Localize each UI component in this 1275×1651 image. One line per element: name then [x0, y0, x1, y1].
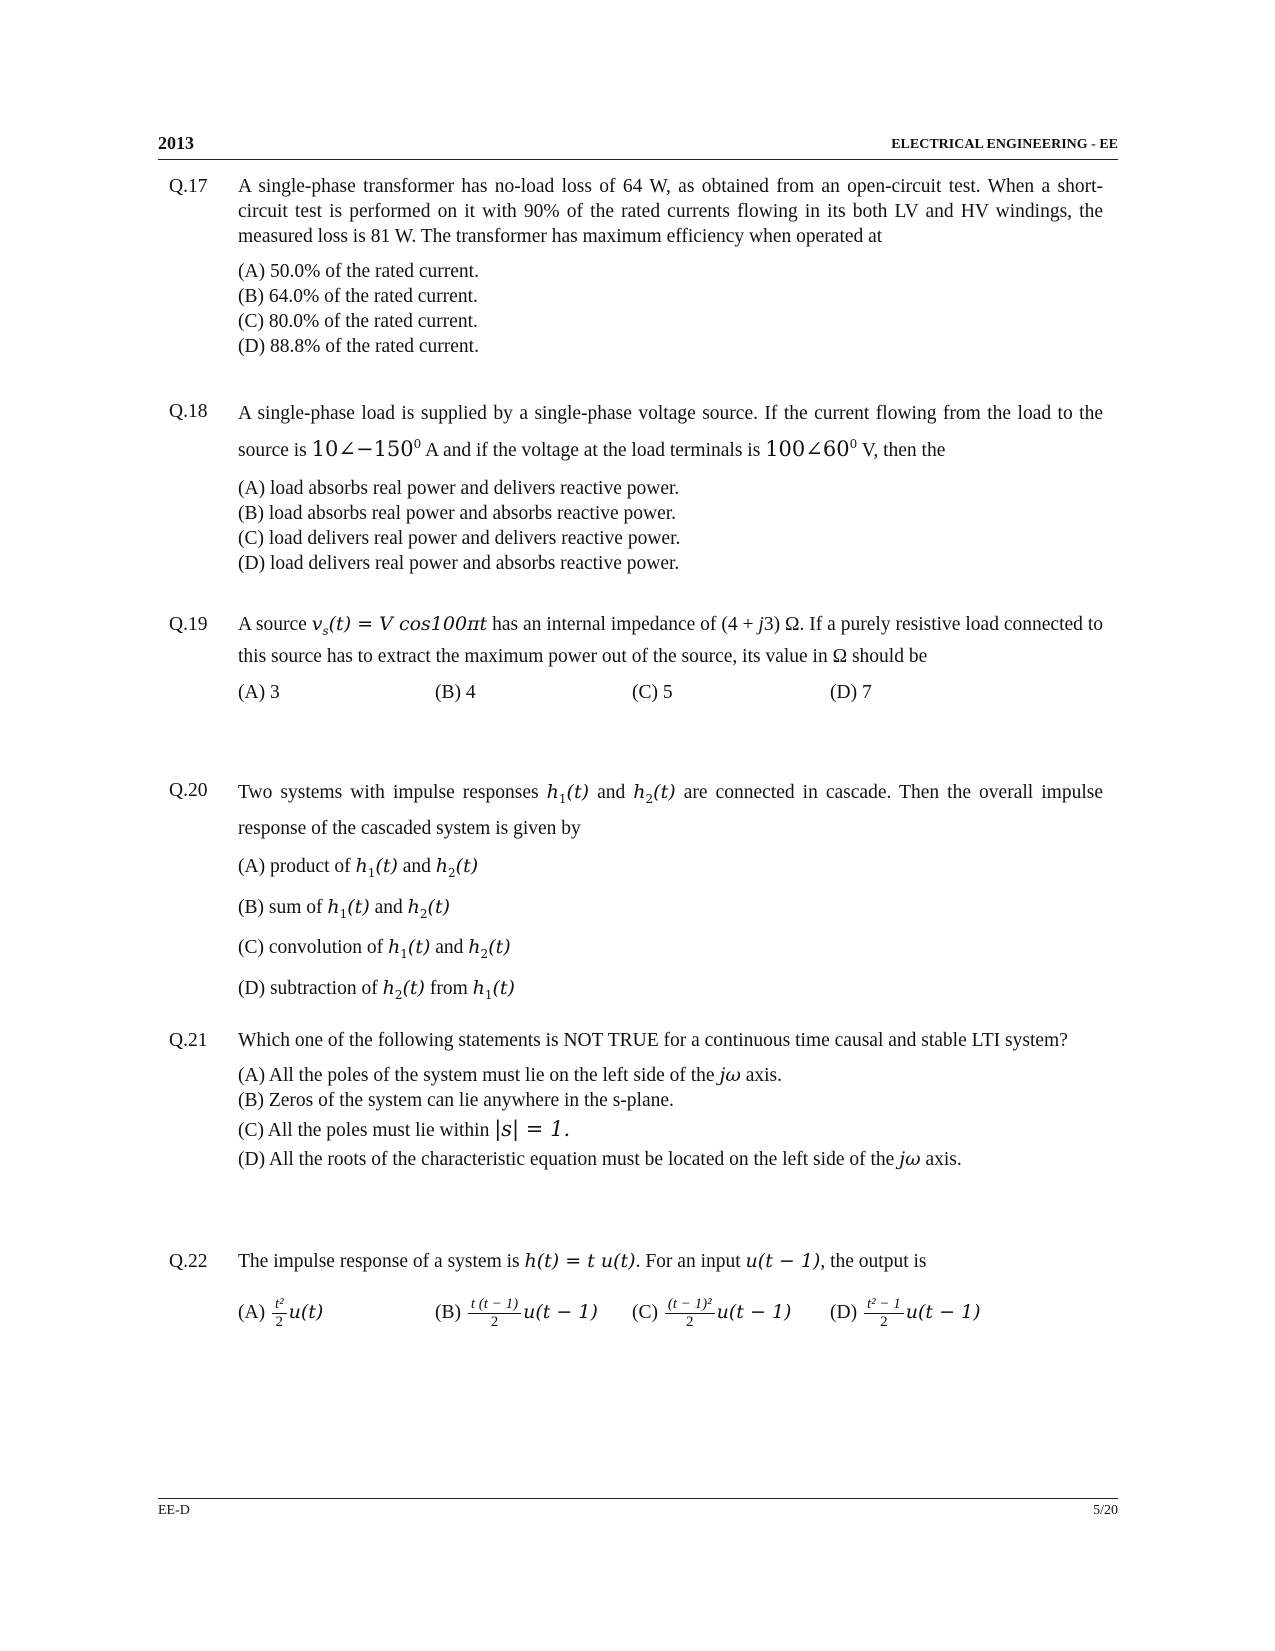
page-number: 5/20 [1093, 1503, 1118, 1518]
option-d [238, 973, 1103, 1010]
numerator: t (t − 1) [468, 1296, 521, 1314]
option-c: (C) 5 [632, 681, 673, 703]
h-symbol: h [388, 936, 401, 959]
fraction [272, 1296, 287, 1331]
option-list [238, 851, 1103, 1010]
question-stem [238, 399, 1103, 466]
question-body [238, 1249, 1103, 1346]
h1-of-t [355, 854, 398, 880]
option-text: and [430, 937, 469, 959]
argument: (t) [566, 781, 590, 803]
question-number: Q.20 [169, 780, 208, 801]
exam-year: 2013 [158, 133, 194, 153]
h1-of-t [546, 781, 590, 806]
option-a: (A) load absorbs real power and delivers reactive power. [238, 478, 680, 499]
option-text: and [369, 896, 408, 918]
option-text: (A) product of [238, 855, 356, 877]
current-value: 10∠−150 [311, 437, 414, 461]
option-d: (D) load delivers real power and absorbs reactive power. [238, 553, 680, 574]
question-stem: A single-phase transformer has no-load loss of 64 W, as obtained from an open-circuit test. When a short-circuit test is performed on it with 90% of the rated currents flowing in its both LV and HV windings, the measured loss is 81 W. The transformer has maximum efficiency when operated at [238, 176, 1103, 247]
option-d: (D) 7 [830, 681, 872, 703]
stem-text: and [589, 782, 634, 803]
option-label: (B) [435, 1301, 461, 1323]
step-function: u(t) [288, 1300, 324, 1323]
h1-of-t [388, 936, 431, 962]
numerator: (t − 1)² [665, 1296, 715, 1314]
degree-mark: 0 [413, 437, 422, 451]
option-text: (B) sum of [238, 896, 328, 918]
argument: (t) [653, 781, 676, 803]
voltage-phasor [765, 437, 857, 461]
option-a [238, 1063, 1103, 1088]
subscript: 2 [480, 947, 489, 962]
modulus-condition: |s| = 1. [494, 1117, 571, 1141]
argument: (t) [492, 977, 515, 1000]
j-omega: jω [719, 1064, 741, 1086]
voltage-value: 100∠60 [765, 437, 850, 461]
h2-of-t [407, 895, 450, 921]
footer-rule [158, 1498, 1118, 1499]
h-symbol: h [472, 977, 485, 1000]
question-number: Q.19 [169, 614, 208, 635]
source-subscript: s [322, 623, 329, 638]
step-function: u(t − 1) [523, 1300, 598, 1323]
option-text: (D) All the roots of the characteristic equation must be located on the left side of the [238, 1149, 900, 1170]
subscript: 2 [448, 865, 456, 880]
question-body [238, 1028, 1103, 1172]
fraction [665, 1296, 715, 1331]
question-body [238, 778, 1103, 1014]
option-row [238, 1296, 1103, 1346]
option-text: (A) All the poles of the system must lie on the left side of the [238, 1065, 720, 1086]
option-text: and [397, 855, 436, 877]
degree-mark: 0 [849, 437, 858, 451]
stem-text: Two systems with impulse responses [238, 782, 547, 803]
option-b: (B) 64.0% of the rated current. [238, 286, 478, 307]
denominator: 2 [880, 1314, 888, 1330]
question-body [238, 399, 1103, 576]
stem-text: . For an input [635, 1251, 746, 1272]
h-symbol: h [382, 977, 395, 1000]
option-a: (A) 50.0% of the rated current. [238, 261, 479, 282]
h-symbol: h [407, 895, 420, 918]
stem-text: A and if the voltage at the load terminals is [421, 440, 766, 461]
stem-text: A single-phase load is supplied by a single-phase voltage source. If the current flowing from the load to the source is [238, 403, 1103, 461]
argument: (t) [427, 895, 450, 918]
fraction [468, 1296, 521, 1331]
h-symbol: h [546, 781, 559, 803]
h2-of-t [468, 936, 511, 962]
h2-of-t [633, 781, 676, 806]
subscript: 2 [394, 987, 403, 1002]
subscript: 1 [484, 987, 493, 1002]
denominator: 2 [490, 1314, 499, 1330]
subscript: 2 [419, 906, 428, 921]
option-d: (D) 88.8% of the rated current. [238, 336, 479, 357]
option-text: (C) convolution of [238, 937, 389, 959]
h-symbol: h [468, 936, 481, 959]
denominator: 2 [686, 1314, 694, 1330]
h-symbol: h [633, 781, 646, 803]
option-label: (C) [632, 1301, 658, 1323]
argument: (t) [375, 854, 398, 877]
question-stem [238, 612, 1103, 669]
option-text: axis. [740, 1065, 783, 1086]
stem-text: has an internal impedance of (4 + [487, 614, 759, 635]
option-text: (C) All the poles must lie within [238, 1120, 495, 1141]
option-a: (A) 3 [238, 681, 280, 703]
argument: (t) [455, 854, 479, 877]
option-list [238, 476, 1103, 576]
stem-text: , the output is [820, 1251, 927, 1272]
page-header [158, 133, 1118, 159]
h1-of-t [472, 977, 515, 1002]
h2-of-t [382, 977, 425, 1002]
h-symbol: h [435, 854, 449, 877]
question-body [238, 612, 1103, 710]
imaginary-unit: j [758, 614, 764, 635]
step-function: u(t − 1) [716, 1300, 792, 1323]
argument: (t) [347, 895, 370, 918]
h1-of-t [327, 895, 370, 921]
option-label: (A) [238, 1301, 266, 1323]
stem-text: V, then the [857, 440, 946, 461]
source-expression [311, 613, 488, 638]
option-c [238, 932, 1103, 969]
h-symbol: h [327, 895, 340, 918]
question-number: Q.22 [169, 1251, 208, 1272]
question-stem [238, 1249, 1103, 1274]
subscript: 1 [558, 791, 567, 806]
option-text: axis. [920, 1149, 962, 1170]
subscript: 1 [400, 947, 408, 962]
step-function: u(t − 1) [905, 1300, 981, 1323]
question-number: Q.21 [169, 1030, 208, 1051]
current-phasor [312, 437, 422, 461]
argument: (t) [402, 977, 425, 1000]
option-c: (C) load delivers real power and delivers reactive power. [238, 528, 681, 549]
option-label: (D) [830, 1301, 858, 1323]
question-number: Q.17 [169, 176, 208, 197]
option-b: (B) Zeros of the system can lie anywhere in the s-plane. [238, 1090, 674, 1111]
fraction [864, 1296, 904, 1331]
j-omega: jω [899, 1148, 921, 1170]
numerator: t² − 1 [864, 1296, 904, 1314]
option-b [238, 892, 1103, 929]
header-rule [158, 159, 1118, 160]
paper-code: EE-D [158, 1503, 190, 1518]
question-number: Q.18 [169, 401, 208, 422]
numerator: t² [272, 1296, 287, 1314]
question-stem: Which one of the following statements is NOT TRUE for a continuous time causal and stable LTI system? [238, 1030, 1068, 1051]
h-symbol: h [355, 854, 368, 877]
option-d [830, 1296, 981, 1331]
denominator: 2 [275, 1314, 284, 1330]
exam-subject: ELECTRICAL ENGINEERING - EE [891, 137, 1118, 152]
option-row [238, 680, 1103, 710]
impulse-response: h(t) = t u(t) [524, 1250, 636, 1272]
option-b: (B) 4 [435, 681, 476, 703]
option-c [238, 1113, 1103, 1147]
option-list [238, 259, 1103, 359]
subscript: 2 [645, 791, 654, 806]
option-c: (C) 80.0% of the rated current. [238, 311, 478, 332]
option-c [632, 1296, 791, 1331]
option-a [238, 1296, 323, 1331]
stem-text: The impulse response of a system is [238, 1251, 525, 1272]
argument: (t) [407, 936, 431, 959]
stem-text: are connected in cascade. Then the overall impulse response of the cascaded system is given by [238, 782, 1104, 839]
question-body [238, 174, 1103, 359]
argument: (t) [488, 936, 511, 959]
question-stem [238, 778, 1103, 843]
option-a [238, 851, 1103, 888]
source-function: (t) = V cos100πt [328, 613, 488, 635]
option-b [435, 1296, 598, 1331]
option-b: (B) load absorbs real power and absorbs reactive power. [238, 503, 677, 524]
option-list [238, 1063, 1103, 1172]
input-signal: u(t − 1) [745, 1250, 821, 1272]
option-text: (D) subtraction of [238, 978, 383, 1000]
subscript: 1 [367, 865, 376, 880]
subscript: 1 [339, 906, 348, 921]
source-symbol: v [311, 613, 323, 635]
stem-text: 3) Ω. If a purely resistive load connected to this source has to extract the maximum power out of the source, its value in Ω should be [238, 614, 1103, 667]
option-text: from [424, 978, 473, 1000]
h2-of-t [435, 854, 479, 880]
option-d [238, 1147, 1103, 1172]
stem-text: A source [238, 614, 312, 635]
